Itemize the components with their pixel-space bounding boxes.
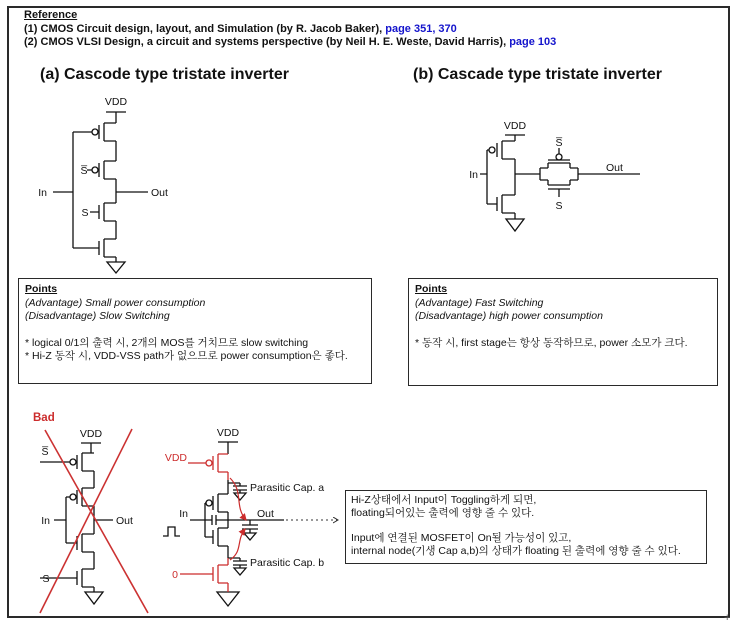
out-label: Out (151, 187, 168, 199)
reference-page-link[interactable]: page 103 (509, 36, 557, 48)
points-note: * logical 0/1의 출력 시, 2개의 MOS를 거치므로 slow switching (25, 336, 309, 349)
s-label: S (555, 200, 563, 212)
red-pmos-bubble (206, 460, 212, 466)
circuit-parasitic (163, 427, 338, 606)
s-label: S (42, 573, 50, 585)
parasitic-cap-a-label: Parasitic Cap. a (250, 482, 325, 494)
pmos-bubble (92, 167, 98, 173)
spacer (415, 324, 711, 337)
s-bar-label: S̅ (41, 446, 49, 458)
points-box-cascade (408, 278, 718, 386)
coupling-arrow-bottom (230, 529, 245, 560)
ground-symbol (107, 262, 125, 273)
in-label: In (469, 169, 478, 181)
note-line: Hi-Z상태에서 Input이 Toggling하게 되면, (351, 494, 537, 506)
spacer (351, 520, 701, 532)
points-box-cascode (18, 278, 372, 384)
reference-title: Reference (24, 9, 78, 21)
in-label: In (38, 187, 47, 199)
parasitic-cap-b-label: Parasitic Cap. b (250, 557, 325, 569)
circuit-a-wires (53, 112, 148, 262)
points-title: Points (25, 283, 58, 295)
circuit-bad-wires (40, 443, 113, 592)
reference-item-text: (1) CMOS Circuit design, layout, and Simulation (by R. Jacob Baker), (24, 22, 386, 35)
pmos-bubble (489, 147, 495, 153)
note-line: internal node(기생 Cap a,b)의 상태가 floating 된 출력에 영향 줄 수 있다. (351, 545, 681, 557)
note-line: Input에 연결된 MOSFET이 On될 가능성이 있고, (351, 532, 572, 544)
out-cap-ground (244, 533, 256, 540)
pmos-bubble (92, 129, 98, 135)
cap-a-ground (234, 493, 246, 500)
pmos-bubble (70, 494, 76, 500)
in-label: In (41, 515, 50, 527)
cap-b-ground (234, 568, 246, 575)
points-note: * Hi-Z 동작 시, VDD-VSS path가 없으므로 power consumption은 좋다. (25, 350, 348, 362)
vdd-label: VDD (503, 120, 527, 132)
cursor-cross: + (724, 612, 731, 624)
vdd-gate-label: VDD (164, 452, 187, 464)
points-title: Points (415, 283, 448, 295)
ground-symbol (506, 219, 524, 231)
points-note: * 동작 시, first stage는 항상 동작하므로, power 소모가 크다. (415, 336, 688, 349)
s-bar-label: S̅ (80, 165, 88, 177)
out-label: Out (257, 508, 274, 520)
spacer (25, 324, 365, 337)
reference-page-link[interactable]: page 351, 370 (385, 22, 457, 35)
ground-symbol (217, 592, 239, 606)
in-label: In (179, 508, 188, 520)
out-label: Out (606, 162, 623, 174)
disadvantage-line: (Disadvantage) high power consumption (415, 310, 603, 322)
reference-item-text: (2) CMOS VLSI Design, a circuit and systems perspective (by Neil H. E. Weste, David Harris), (24, 36, 510, 48)
pmos-bubble (70, 459, 76, 465)
tgate-pmos-bubble (556, 154, 562, 160)
circuit-a-cascode (38, 96, 168, 273)
hiz-note-box (345, 490, 707, 564)
disadvantage-line: (Disadvantage) Slow Switching (25, 310, 170, 322)
out-label: Out (116, 515, 133, 527)
bad-label: Bad (33, 412, 55, 424)
red-transistor-wires (180, 454, 228, 592)
vdd-label: VDD (104, 96, 128, 108)
coupling-arrow-top (230, 478, 246, 520)
s-bar-label: S̅ (555, 137, 563, 149)
s-label: S (81, 207, 89, 219)
circuit-bad (40, 428, 148, 613)
heading-cascode: (a) Cascode type tristate inverter (40, 66, 289, 83)
heading-cascade: (b) Cascade type tristate inverter (413, 66, 662, 83)
zero-gate-label: 0 (172, 569, 178, 581)
vdd-label: VDD (216, 427, 240, 439)
ground-symbol (85, 592, 103, 604)
vdd-label: VDD (79, 428, 103, 440)
advantage-line: (Advantage) Small power consumption (25, 296, 206, 309)
circuit-b-cascade (469, 120, 640, 231)
note-line: floating되어있는 출력에 영향 줄 수 있다. (351, 507, 535, 519)
pmos-bubble (206, 500, 212, 506)
advantage-line: (Advantage) Fast Switching (415, 296, 544, 309)
